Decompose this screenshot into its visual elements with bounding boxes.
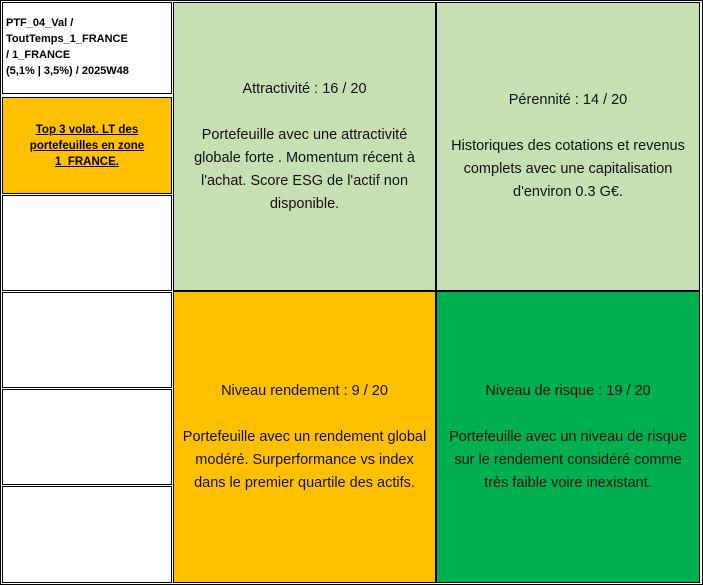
perennite-panel [436,2,700,291]
rendement-title: Niveau rendement : 9 / 20 [221,382,388,399]
rendement-description: Portefeuille avec un rendement global modéré. Surperformance vs index dans le premier quartile des actifs. [182,428,427,491]
top3-highlight-link[interactable]: Top 3 volat. LT des portefeuilles en zone 1_FRANCE. [29,123,145,168]
empty-cell [2,389,172,485]
portfolio-id-line: PTF_04_Val / [6,17,74,29]
portfolio-zone-line: / 1_FRANCE [6,49,71,61]
attractivite-description: Portefeuille avec une attractivité globale forte . Momentum récent à l'achat. Score ESG de l'actif non disponible. [194,126,415,212]
portfolio-scope-line: ToutTemps_1_FRANCE [6,33,128,45]
perennite-description: Historiques des cotations et revenus complets avec une capitalisation d'environ 0.3 G€. [451,138,685,200]
empty-cell [2,486,172,583]
empty-cell [2,292,172,388]
rendement-panel [173,291,436,583]
attractivite-panel [173,2,436,291]
attractivite-title: Attractivité : 16 / 20 [242,80,367,97]
empty-cell [2,195,172,291]
perennite-title: Pérennité : 14 / 20 [508,92,628,108]
top3-highlight-cell[interactable] [2,97,172,194]
portfolio-stats-line: (5,1% | 3,5%) / 2025W48 [6,65,129,77]
portfolio-header-cell [2,2,172,94]
risque-description: Portefeuille avec un niveau de risque sur le rendement considéré comme très faible voire inexistant. [449,428,687,491]
risque-title: Niveau de risque : 19 / 20 [485,382,651,399]
risque-panel [436,291,700,583]
